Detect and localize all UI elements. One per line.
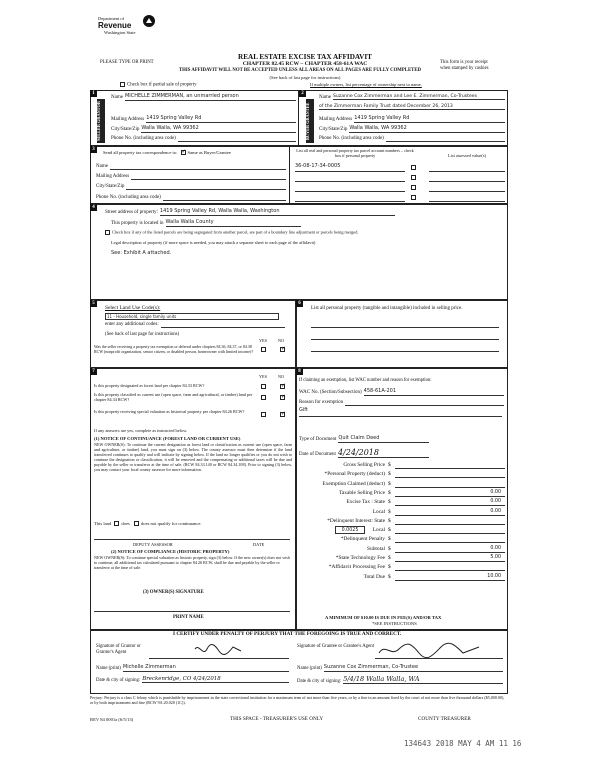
- grantee-signature-field[interactable]: [375, 641, 503, 659]
- s3-name-field[interactable]: [110, 164, 286, 170]
- land-does-not-checkbox[interactable]: [134, 521, 139, 526]
- buyer-name-field-2[interactable]: of the Zimmerman Family Trust dated December 26, 2013: [319, 104, 505, 110]
- s3-city-row: [96, 184, 286, 190]
- section-4-badge: 4: [90, 204, 97, 211]
- calc-row-label: Exemption Claimed (deduct): [322, 480, 385, 487]
- calc-row: [305, 461, 505, 470]
- seller-phone-row: [111, 136, 296, 142]
- calc-row-value: 0.00: [490, 489, 501, 495]
- seller-name-field[interactable]: MICHELLE ZIMMERMAN, an unmarried person: [125, 94, 296, 101]
- grantor-signature-field[interactable]: [149, 641, 289, 659]
- section-8-badge: 8: [296, 368, 303, 375]
- seller-phone-field[interactable]: [178, 136, 296, 142]
- land-use-select-label: Select Land Use Code(s):: [105, 305, 161, 311]
- calc-row-value: 5.00: [490, 555, 501, 560]
- dept-line2: Revenue: [98, 21, 132, 30]
- seller-mailing-field[interactable]: 1419 Spring Valley Rd: [146, 116, 296, 123]
- grantor-date-label: Date & city of signing:: [96, 677, 141, 683]
- seller-city-label: City/State/Zip: [111, 127, 140, 132]
- calc-row: [305, 573, 505, 582]
- q-current-yes-checkbox[interactable]: [261, 395, 266, 400]
- parcel-row-3: [295, 184, 505, 192]
- q-forest-no-checkbox[interactable]: [280, 384, 285, 389]
- q-forest-yes-checkbox[interactable]: [261, 384, 266, 389]
- owner-signature-label: (3) OWNER(S) SIGNATURE: [143, 590, 204, 595]
- grantee-signature-label: Signature of Grantee or Grantee's Agent: [297, 644, 374, 649]
- doc-type-row: [299, 436, 429, 443]
- located-in-field[interactable]: Walla Walla County: [166, 220, 302, 227]
- s3-mailing-label: Mailing Address: [96, 174, 130, 180]
- calc-row-field[interactable]: [395, 552, 505, 553]
- doc-date-field[interactable]: 4/24/2018: [338, 448, 429, 458]
- calc-row: [305, 563, 505, 572]
- calc-row-field[interactable]: [395, 505, 505, 506]
- calc-row-field[interactable]: [395, 561, 505, 562]
- s5-q1-yes-checkbox[interactable]: [261, 347, 266, 352]
- q-historic-yes-checkbox[interactable]: [261, 412, 266, 417]
- same-as-buyer-checkbox[interactable]: [181, 150, 186, 155]
- buyer-phone-field[interactable]: [386, 136, 505, 142]
- perjury-notice: Perjury: Perjury is a class C felony which is punishable by imprisonment in the state correctional institution for a maximum term of not more than five years, or by a fine in an amount fixed by the court of not more than five thousand dollars ($5,000.00), or by both imprisonment and fine (RCW 9A.20.020 (1C)).: [90, 695, 505, 705]
- wac-row: [299, 389, 504, 396]
- s3-phone-label: Phone No. (including area code): [96, 195, 161, 201]
- s7-no-header: NO: [278, 374, 285, 379]
- street-address-label: Street address of property:: [105, 210, 158, 215]
- s3-city-field[interactable]: [126, 184, 286, 190]
- please-type: PLEASE TYPE OR PRINT: [100, 60, 154, 65]
- calc-row-label: Gross Selling Price: [343, 462, 385, 468]
- s3-name-row: [96, 164, 286, 170]
- assessed-header: List assessed value(s): [447, 153, 487, 158]
- s3-name-label: Name: [96, 164, 108, 170]
- land-does-label: does: [121, 521, 130, 526]
- calc-row-field[interactable]: [395, 468, 505, 469]
- grantor-date-row: [96, 676, 289, 683]
- seller-mailing-label: Mailing Address: [111, 117, 145, 122]
- buyer-mailing-label: Mailing Address: [319, 117, 353, 122]
- calc-row: [305, 517, 505, 526]
- treasurer-use-label: THIS SPACE - TREASURER'S USE ONLY: [230, 716, 324, 722]
- calc-row-field[interactable]: [395, 542, 505, 543]
- buyer-grantee-label: BUYER GRANTEE: [306, 99, 314, 143]
- calc-row-value: 0.00: [490, 499, 501, 505]
- personal-property-label: List all personal property (tangible and intangible) included in selling price.: [311, 306, 463, 311]
- s5-see-back: (See back of last page for instructions): [105, 332, 180, 337]
- notice-1-title: (1) NOTICE OF CONTINUANCE (FOREST LAND OR CURRENT USE): [94, 436, 241, 441]
- parcel-2-personal-checkbox[interactable]: [411, 175, 416, 180]
- this-land-label: This land: [94, 521, 112, 526]
- grantee-print-field[interactable]: Suzanne Cox Zimmerman, Co-Trustee: [324, 665, 503, 672]
- form-revision: REV 84 0001a (6/5/13): [90, 717, 134, 722]
- grantor-print-row: [96, 665, 289, 672]
- calc-row-label: *Delinquent Interest: State: [327, 517, 385, 524]
- additional-codes-label: enter any additional codes:: [105, 322, 159, 328]
- doc-type-field[interactable]: Quit Claim Deed: [338, 436, 429, 443]
- buyer-phone-row: [319, 136, 505, 142]
- additional-codes-field[interactable]: [161, 322, 285, 328]
- dollar-sign: $: [388, 573, 391, 580]
- land-use-select[interactable]: 11 - Household, single family units: [105, 313, 279, 320]
- parcel-3-personal-checkbox[interactable]: [411, 185, 416, 190]
- dor-logo-icon: [142, 14, 156, 28]
- s5-q1-no-checkbox[interactable]: [280, 347, 285, 352]
- calc-row-field[interactable]: [395, 533, 505, 534]
- calc-row-field[interactable]: [395, 524, 505, 525]
- dollar-sign: $: [388, 527, 391, 534]
- calc-row: [305, 554, 505, 563]
- owner-signature-field[interactable]: [94, 611, 290, 612]
- if-yes-instructions: If any answers are yes, complete as instructed below.: [94, 428, 188, 433]
- grantee-signature-scribble: [375, 641, 485, 659]
- s7-yes-header: YES: [259, 374, 267, 379]
- seller-phone-label: Phone No. (including area code): [111, 136, 176, 142]
- parcel-number-1[interactable]: 36-08-17-34-0005: [295, 163, 341, 169]
- grantee-print-label: Name (print): [297, 666, 322, 672]
- q-current-use: Is this property classified as current use (open space, farm and agricultural, or timber) land per chapter 84.34 RCW?: [94, 392, 253, 402]
- dollar-sign: $: [388, 499, 391, 506]
- grantee-date-field[interactable]: 5/4/18 Walla Walla, WA: [343, 676, 503, 684]
- calc-row-field[interactable]: [395, 515, 505, 516]
- partial-sale-label: Check box if partial sale of property: [127, 82, 197, 88]
- certify-statement: I CERTIFY UNDER PENALTY OF PERJURY THAT THE FOREGOING IS TRUE AND CORRECT.: [173, 631, 402, 637]
- calc-row: [305, 470, 505, 479]
- calc-row-field[interactable]: [395, 487, 505, 488]
- certification-box: [90, 630, 508, 694]
- reason-row: [299, 400, 504, 406]
- grantor-print-field[interactable]: Michelle Zimmerman: [123, 665, 289, 672]
- seller-name-label: Name: [111, 95, 123, 100]
- notice-2-title: (2) NOTICE OF COMPLIANCE (HISTORIC PROPERTY): [111, 549, 230, 554]
- section-5-badge: 5: [90, 300, 97, 307]
- doc-date-row: [299, 448, 429, 458]
- form-title: REAL ESTATE EXCISE TAX AFFIDAVIT: [238, 53, 372, 61]
- calc-row-value: 0.00: [490, 545, 501, 551]
- s5-no-header: NO: [278, 338, 285, 343]
- calc-row: [305, 480, 505, 489]
- calc-row: [305, 489, 505, 498]
- wac-field[interactable]: 458-61A-201: [364, 389, 504, 396]
- seller-grantor-label: SELLER GRANTOR: [97, 99, 105, 143]
- section-1-badge: 1: [90, 90, 97, 97]
- calc-row-label: Local: [372, 508, 385, 515]
- calc-row-label: Local: [372, 527, 385, 534]
- reason-label: Reason for exemption: [299, 400, 344, 406]
- tax-calculation: [305, 461, 505, 581]
- minimum-due-note: A MINIMUM OF $10.00 IS DUE IN FEE(S) AND/OR TAX: [325, 615, 442, 620]
- street-address-row: [105, 209, 395, 216]
- street-address-field[interactable]: 1419 Spring Valley Rd, Walla Walla, Washington: [160, 209, 395, 216]
- multiple-owners-note: If multiple owners, list percentage of ownership next to name.: [310, 82, 422, 87]
- deputy-assessor-label: DEPUTY ASSESSOR: [133, 542, 173, 547]
- parcel-1-personal-checkbox[interactable]: [411, 165, 416, 170]
- calc-row-label: Taxable Selling Price: [338, 489, 385, 496]
- s3-phone-row: [96, 195, 286, 201]
- receipt-note-2: when stamped by cashier.: [440, 66, 490, 71]
- parcel-row-1: [295, 164, 505, 172]
- buyer-name-row-2: [319, 104, 505, 110]
- notice-2-text: NEW OWNER(S): To continue special valuation as historic property, sign (3) below. If the new owner(s) does not wish to continue, all additional tax calculated pursuant to chapter 84.26 RCW, shall be due and payable by the seller or transferor at the time of sale.: [94, 555, 290, 570]
- dollar-sign: $: [388, 471, 391, 478]
- dollar-sign: $: [388, 462, 391, 468]
- calc-row-label: *State Technology Fee: [335, 555, 385, 561]
- dollar-sign: $: [388, 480, 391, 487]
- notice-1-text: NEW OWNER(S): To continue the current designation as forest land or classification as current use (open space, farm and agriculture, or timber) land, you must sign on (3) below. The county assessor must then determine if the land transferred continues to qualify and will indicate by signing below. If the land no longer qualifies or you do not wish to continue the designation or classification, it will be removed and the compensating or additional taxes will be due and payable by the seller or transferor at the time of sale. (RCW 84.33.140 or RCW 84.34.108). Prior to signing (3) below, you may contact your local county assessor for more information.: [94, 442, 292, 472]
- section-8-box: [296, 368, 508, 630]
- calc-row-label: *Affidavit Processing Fee: [328, 564, 385, 571]
- seller-city-field[interactable]: Walla Walla, WA 99362: [141, 126, 296, 133]
- segregated-label: Check box if any of the listed parcels are being segregated from another parcel, are part of a boundary line adjustment or parcels being merged.: [112, 229, 359, 235]
- dept-line3: Washington State: [104, 30, 136, 35]
- section-6-badge: 6: [296, 300, 303, 307]
- s5-yes-header: YES: [259, 338, 267, 343]
- section-7-box: [90, 368, 296, 630]
- grantee-date-row: [297, 676, 503, 684]
- s3-phone-field[interactable]: [163, 195, 286, 201]
- land-does-not-label: does not: [140, 521, 157, 526]
- dollar-sign: $: [388, 489, 391, 496]
- legal-description-label: Legal description of property (if more space is needed, you may attach a separate sheet to each page of the affidavit): [111, 240, 316, 245]
- doc-date-label: Date of Document: [299, 452, 336, 458]
- dollar-sign: $: [388, 517, 391, 524]
- exemption-title: If claiming an exemption, list WAC number and reason for exemption:: [299, 378, 432, 383]
- calc-row-label: Subtotal: [367, 545, 385, 552]
- buyer-mailing-field[interactable]: 1419 Spring Valley Rd: [354, 116, 505, 123]
- buyer-city-label: City/State/Zip: [319, 127, 348, 132]
- located-in-row: [111, 220, 301, 227]
- calc-row: [305, 508, 505, 517]
- parcel-header: List all real and personal property tax parcel account numbers – check box if personal property: [296, 148, 414, 158]
- wac-label: WAC No. (Section/Subsection): [299, 390, 362, 395]
- not-accepted-notice: THIS AFFIDAVIT WILL NOT BE ACCEPTED UNLESS ALL AREAS ON ALL PAGES ARE FULLY COMPLETED: [178, 68, 422, 73]
- section-3-box: [90, 146, 508, 204]
- parcel-row-4: [295, 194, 505, 202]
- buyer-mailing-row: [319, 116, 505, 123]
- s5-q1: Was the seller receiving a property tax exemption or deferral under chapters 84.36, 84.37, or 84.38 RCW (nonprofit organization, senior citizen, or disabled person, homeowner with limited income)?: [94, 344, 254, 354]
- see-back-note: (See back of last page for instructions): [269, 75, 341, 80]
- continuance-row: [94, 521, 202, 526]
- buyer-city-field[interactable]: Walla Walla, WA 99362: [349, 126, 505, 133]
- form-chapter: CHAPTER 82.45 RCW – CHAPTER 458-61A WAC: [242, 61, 368, 67]
- dollar-sign: $: [388, 545, 391, 552]
- partial-sale-row: [120, 82, 197, 88]
- seller-city-row: [111, 126, 296, 133]
- buyer-name-field-1[interactable]: Suzanne Cox Zimmerman and Lee E. Zimmerman, Co-Trustees: [333, 94, 505, 100]
- buyer-name-row: [319, 94, 505, 100]
- grantor-date-field[interactable]: Breckenridge, CO 4/24/2018: [142, 676, 289, 683]
- buyer-phone-label: Phone No. (including area code): [319, 136, 384, 142]
- calc-row: [305, 498, 505, 507]
- q-historic: Is this property receiving special valuation as historical property per chapter 84.26 RCW?: [94, 409, 245, 414]
- section-3-badge: 3: [90, 146, 97, 153]
- dollar-sign: $: [388, 564, 391, 571]
- calc-row: [305, 545, 505, 554]
- s3-mailing-row: [96, 174, 286, 180]
- calc-row-label: Total Due: [363, 573, 385, 580]
- send-correspondence-row: [103, 150, 231, 155]
- grantee-print-row: [297, 665, 503, 672]
- calc-row-field[interactable]: [395, 580, 505, 581]
- deputy-date-label: DATE: [253, 542, 265, 547]
- dept-line1: Department of: [98, 16, 125, 21]
- print-name-label: PRINT NAME: [173, 615, 204, 620]
- section-6-box: [296, 300, 508, 368]
- located-in-label: This property is located in: [111, 221, 164, 226]
- dollar-sign: $: [388, 508, 391, 515]
- buyer-name-label: Name: [319, 94, 331, 100]
- q-current-no-checkbox[interactable]: [280, 395, 285, 400]
- partial-sale-checkbox[interactable]: [120, 82, 125, 87]
- seller-name-row: [111, 94, 296, 101]
- section-4-box: [90, 204, 508, 300]
- dollar-sign: $: [388, 555, 391, 561]
- land-does-checkbox[interactable]: [114, 521, 119, 526]
- dor-logo: [98, 14, 158, 38]
- see-instructions-note: *SEE INSTRUCTIONS: [372, 621, 417, 626]
- s3-city-label: City/State/Zip: [96, 184, 125, 190]
- seller-buyer-box: [90, 90, 508, 146]
- parcel-4-personal-checkbox[interactable]: [411, 195, 416, 200]
- s3-mailing-field[interactable]: [131, 174, 286, 180]
- segregated-checkbox[interactable]: [105, 230, 110, 235]
- buyer-city-row: [319, 126, 505, 133]
- reason-field[interactable]: Gift: [299, 407, 308, 413]
- calc-row-field[interactable]: [395, 496, 505, 497]
- section-7-badge: 7: [90, 368, 97, 375]
- parcel-row-2: [295, 174, 505, 182]
- receipt-note-1: This form is your receipt: [440, 60, 488, 65]
- segregated-row: [105, 230, 505, 235]
- calc-row-field[interactable]: [395, 477, 505, 478]
- calc-row-field[interactable]: [395, 570, 505, 571]
- reason-line-1[interactable]: [345, 400, 504, 406]
- grantor-signature-scribble: [193, 641, 253, 659]
- calc-row-value: 0.00: [490, 508, 501, 514]
- doc-type-label: Type of Document: [299, 437, 337, 442]
- calc-row-label: Excise Tax : State: [346, 499, 385, 506]
- calc-row-value: 10.00: [487, 573, 501, 579]
- local-rate-box[interactable]: 0.0025: [335, 526, 365, 534]
- legal-description-field[interactable]: See: Exhibit A attached.: [111, 250, 172, 256]
- section-2-badge: 2: [299, 90, 306, 97]
- q-forest: Is this property designated as forest land per chapter 84.33 RCW?: [94, 383, 205, 388]
- calc-row-label: *Delinquent Penalty: [340, 536, 385, 543]
- section-5-box: [90, 300, 296, 368]
- q-historic-no-checkbox[interactable]: [280, 412, 285, 417]
- calc-row-label: *Personal Property (deduct): [324, 471, 385, 478]
- grantor-print-label: Name (print): [96, 666, 121, 672]
- seller-mailing-row: [111, 116, 296, 123]
- county-treasurer-label: COUNTY TREASURER: [418, 716, 471, 722]
- calc-row: [305, 535, 505, 544]
- grantor-signature-label: Signature of Grantor or Grantor's Agent: [96, 644, 141, 655]
- qualify-label: qualify for continuance.: [157, 521, 202, 526]
- send-correspondence-label: Send all property tax correspondence to:: [103, 150, 178, 155]
- grantee-date-label: Date & city of signing:: [297, 678, 342, 684]
- additional-codes-row: [105, 322, 285, 328]
- recording-stamp: 134643 2018 MAY 4 AM 11 16: [404, 739, 522, 748]
- dollar-sign: $: [388, 536, 391, 543]
- same-as-buyer-label: Same as Buyer/Grantee: [187, 150, 231, 155]
